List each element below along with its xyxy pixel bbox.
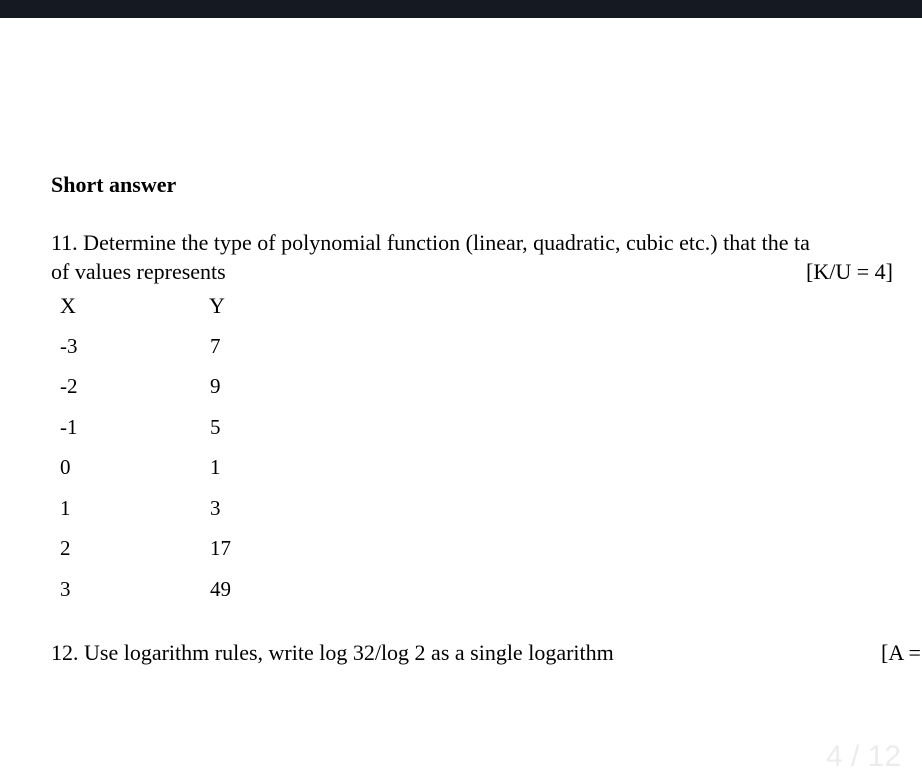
question-11-text-line-1: 11. Determine the type of polynomial function (linear, quadratic, cubic etc.) that the ta bbox=[51, 230, 810, 255]
table-cell-x: 0 bbox=[60, 455, 71, 479]
table-cell-y: 5 bbox=[210, 415, 221, 439]
table-cell-y: 9 bbox=[210, 374, 221, 398]
table-cell-y: 17 bbox=[210, 536, 231, 560]
question-11-marks: [K/U = 4] bbox=[806, 259, 893, 284]
section-heading: Short answer bbox=[51, 172, 177, 197]
table-cell-y: 49 bbox=[210, 577, 231, 601]
table-cell-y: 3 bbox=[210, 496, 221, 520]
table-header-y: Y bbox=[209, 293, 225, 318]
question-12-marks: [A = bbox=[881, 640, 921, 665]
question-11-text-line-2: of values represents bbox=[51, 259, 226, 284]
table-cell-x: -1 bbox=[60, 415, 78, 439]
table-cell-x: -3 bbox=[60, 334, 78, 358]
page-counter: 4 / 12 bbox=[826, 740, 902, 773]
table-cell-y: 7 bbox=[210, 334, 221, 358]
table-cell-x: 2 bbox=[60, 536, 71, 560]
table-header-x: X bbox=[60, 293, 76, 318]
viewer-top-bar bbox=[0, 0, 922, 18]
table-cell-y: 1 bbox=[210, 455, 221, 479]
table-cell-x: 1 bbox=[60, 496, 71, 520]
table-cell-x: -2 bbox=[60, 374, 78, 398]
question-12-text: 12. Use logarithm rules, write log 32/log 2 as a single logarithm bbox=[51, 640, 614, 665]
table-cell-x: 3 bbox=[60, 577, 71, 601]
document-page bbox=[0, 18, 922, 779]
